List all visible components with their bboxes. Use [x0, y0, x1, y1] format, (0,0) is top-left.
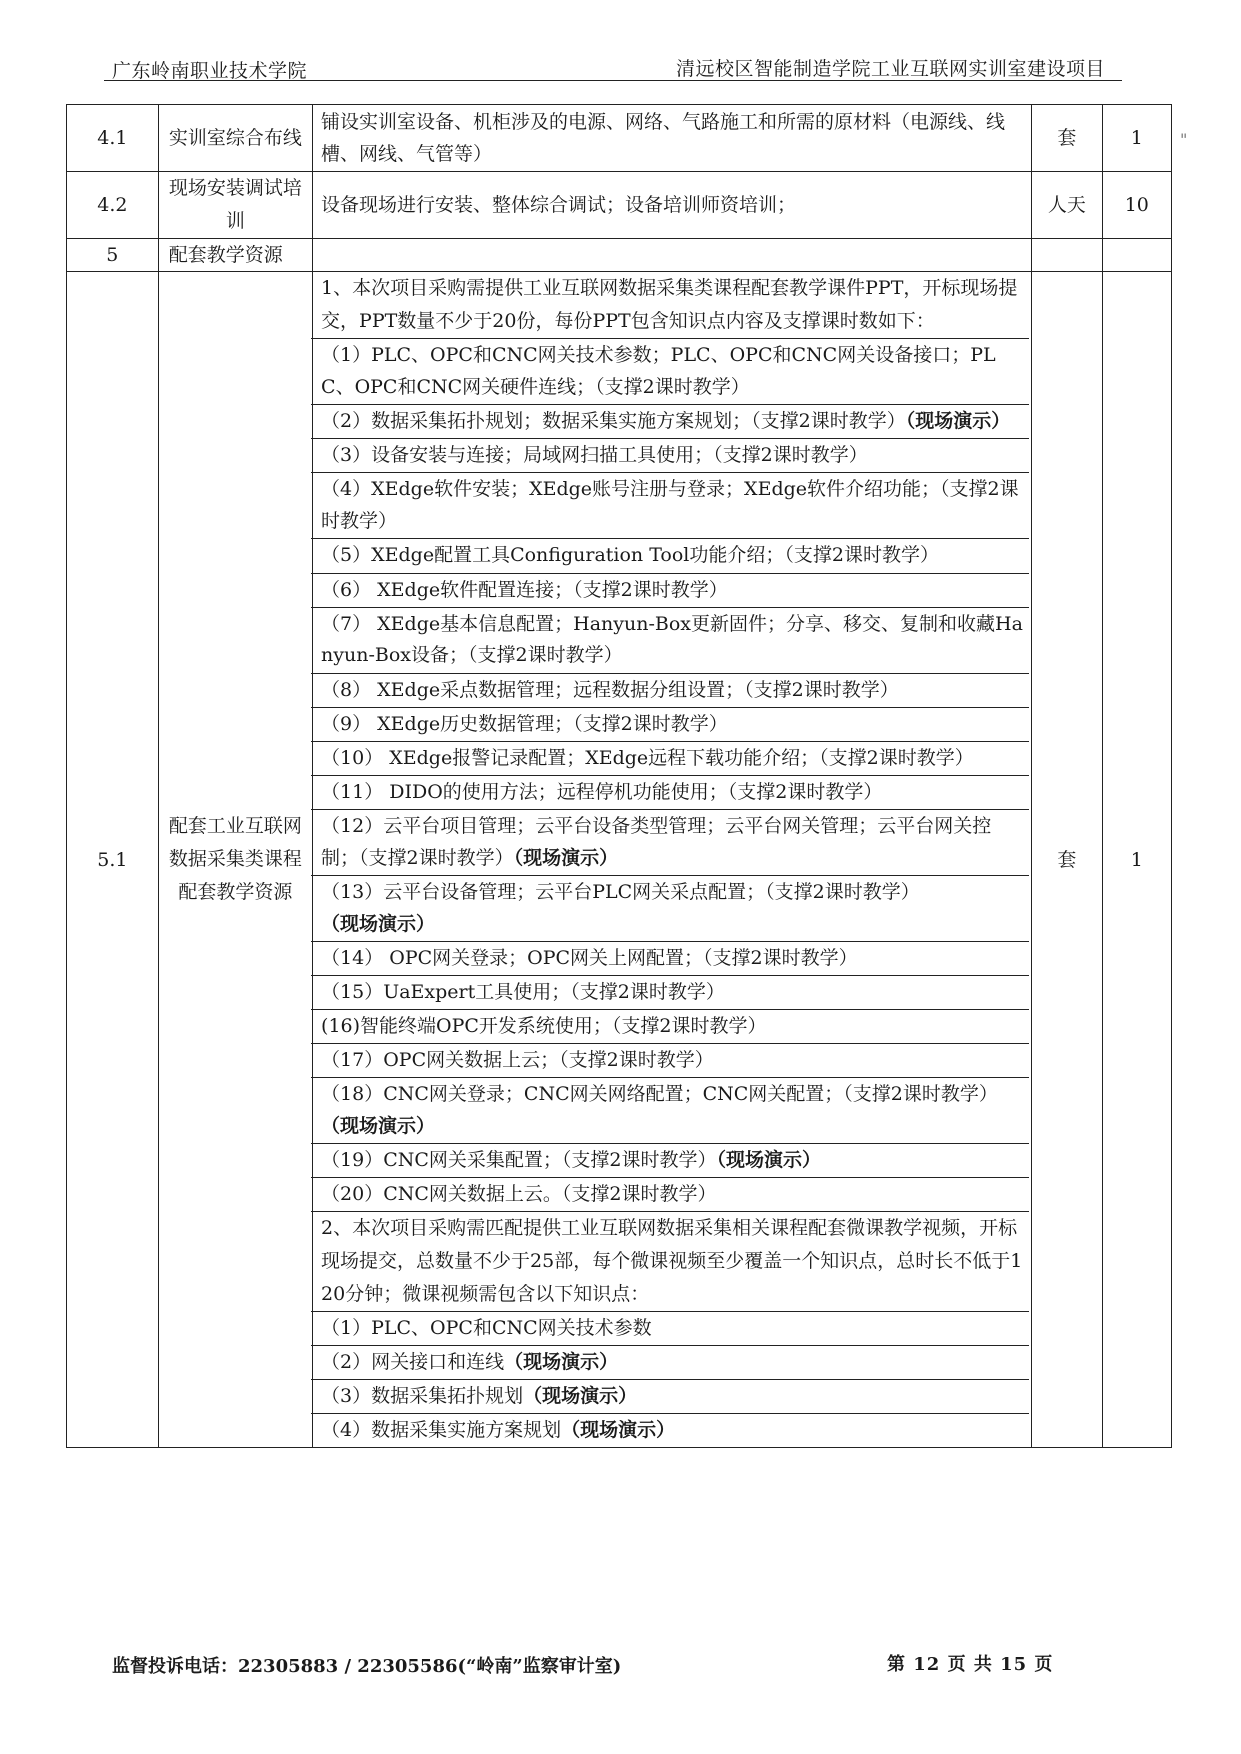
empty-cell: [1032, 239, 1102, 272]
list-item-text: （13）云平台设备管理；云平台PLC网关采点配置；（支撑2课时教学）: [321, 881, 920, 903]
item-quantity: 1: [1102, 105, 1171, 172]
table-row: [67, 105, 1172, 172]
list-item: [311, 674, 1029, 708]
list-item: [311, 1144, 1029, 1178]
list-item: [311, 742, 1029, 777]
item-description: 铺设实训室设备、机柜涉及的电源、网络、气路施工和所需的原材料（电源线、线槽、网线、气管等）: [313, 105, 1032, 172]
list-item: [311, 1044, 1029, 1078]
list-item-text: （14） OPC网关登录；OPC网关上网配置；（支撑2课时教学）: [321, 947, 858, 969]
list-item: [311, 942, 1029, 976]
section-number: 5: [67, 239, 159, 272]
list-item-text: （15）UaExpert工具使用；（支撑2课时教学）: [321, 981, 725, 1003]
list-item: [311, 608, 1029, 674]
header-project: 清远校区智能制造学院工业互联网实训室建设项目: [676, 58, 1106, 80]
scan-mark: ": [1180, 130, 1188, 149]
item-name: 现场安装调试培训: [158, 172, 312, 239]
demo-tag: （现场演示）: [716, 1149, 822, 1171]
list-item-text: （4）XEdge软件安装；XEdge账号注册与登录；XEdge软件介绍功能；（支撑2课时教学）: [321, 478, 1019, 532]
item-unit: 套: [1032, 272, 1102, 1448]
section-name: 配套教学资源: [158, 239, 312, 272]
item-unit: 人天: [1032, 172, 1102, 239]
list-item: [311, 1380, 1029, 1414]
header-rule: [104, 80, 1122, 81]
list-item: [311, 1346, 1029, 1380]
list-item-text: （2）网关接口和连线: [321, 1351, 505, 1373]
list-item: [311, 810, 1029, 876]
description-list: [311, 272, 1029, 1447]
demo-tag: （现场演示）: [321, 1114, 436, 1137]
list-item-text: （1）PLC、OPC和CNC网关技术参数；PLC、OPC和CNC网关设备接口；PLC、OPC和CNC网关硬件连线；（支撑2课时教学）: [321, 344, 996, 398]
list-item: [311, 439, 1029, 473]
table-row: [67, 239, 1172, 272]
list-item-text: （11） DIDO的使用方法；远程停机功能使用；（支撑2课时教学）: [321, 781, 883, 803]
list-item-text: （8） XEdge采点数据管理；远程数据分组设置；（支撑2课时教学）: [321, 678, 899, 701]
item-description: [313, 272, 1032, 1448]
list-item: [311, 539, 1029, 574]
spec-table: [66, 104, 1172, 1448]
description-intro: 1、本次项目采购需提供工业互联网数据采集类课程配套教学课件PPT，开标现场提交，PPT数量不少于20份，每份PPT包含知识点内容及支撑课时数如下：: [311, 272, 1029, 339]
item-name: 实训室综合布线: [158, 105, 312, 172]
demo-tag: （现场演示）: [523, 1385, 638, 1407]
list-item: [311, 976, 1029, 1010]
item-name: 配套工业互联网数据采集类课程配套教学资源: [158, 272, 312, 1448]
list-item-text: （17）OPC网关数据上云；（支撑2课时教学）: [321, 1049, 714, 1071]
list-item-text: （3）设备安装与连接；局域网扫描工具使用；（支撑2课时教学）: [321, 444, 868, 466]
empty-cell: [1102, 239, 1171, 272]
item-unit: 套: [1032, 105, 1102, 172]
item-quantity: 1: [1102, 272, 1171, 1448]
list-item: [311, 1078, 1029, 1144]
item-number: 4.2: [67, 172, 159, 239]
list-item-text: （20）CNC网关数据上云。（支撑2课时教学）: [321, 1183, 717, 1205]
demo-tag: （现场演示）: [321, 912, 436, 935]
list-item-text: （2）数据采集拓扑规划；数据采集实施方案规划；（支撑2课时教学）: [321, 410, 906, 432]
item-quantity: 10: [1102, 172, 1171, 239]
list-item-text: （12）云平台项目管理；云平台设备类型管理；云平台网关管理；云平台网关控制；（支撑2课时教学）: [321, 815, 992, 869]
list-item: [311, 473, 1029, 539]
demo-tag: （现场演示）: [504, 1351, 619, 1373]
list-item-text: （18）CNC网关登录；CNC网关网络配置；CNC网关配置；（支撑2课时教学）: [321, 1083, 998, 1105]
list-item: [311, 339, 1029, 405]
list-item-text: （4）数据采集实施方案规划: [321, 1419, 562, 1441]
demo-tag: （现场演示）: [561, 1419, 676, 1441]
list-item-text: （6） XEdge软件配置连接；（支撑2课时教学）: [321, 578, 728, 601]
empty-cell: [313, 239, 1032, 272]
list-item-text: （10） XEdge报警记录配置；XEdge远程下载功能介绍；（支撑2课时教学）: [321, 746, 974, 769]
table-row: [67, 172, 1172, 239]
list-item-text: （3）数据采集拓扑规划: [321, 1385, 524, 1407]
list-item: [311, 574, 1029, 608]
list-item-text: (16)智能终端OPC开发系统使用；（支撑2课时教学）: [321, 1015, 767, 1037]
item-number: 4.1: [67, 105, 159, 172]
list-item: [311, 1312, 1029, 1346]
list-item: [311, 776, 1029, 810]
list-item-text: （1）PLC、OPC和CNC网关技术参数: [321, 1317, 652, 1339]
footer-contact: 监督投诉电话：22305883 / 22305586(“岭南”监察审计室): [112, 1656, 622, 1677]
table-row: [67, 272, 1172, 1448]
list-item: [311, 1010, 1029, 1044]
list-item: [311, 1414, 1029, 1447]
item-number: 5.1: [67, 272, 159, 1448]
item-description: 设备现场进行安装、整体综合调试；设备培训师资培训；: [313, 172, 1032, 239]
list-item-text: （19）CNC网关采集配置；（支撑2课时教学）: [321, 1149, 717, 1171]
list-item-text: （9） XEdge历史数据管理；（支撑2课时教学）: [321, 712, 728, 735]
footer-page-number: 第 12 页 共 15 页: [887, 1654, 1054, 1675]
list-item: [311, 876, 1029, 942]
list-item: [311, 1178, 1029, 1212]
header-school: 广东岭南职业技术学院: [112, 60, 308, 82]
list-item: [311, 405, 1029, 439]
demo-tag: （现场演示）: [513, 846, 619, 869]
list-item-text: （5）XEdge配置工具Configuration Tool功能介绍；（支撑2课时教学）: [321, 544, 939, 566]
description-intro: 2、本次项目采购需匹配提供工业互联网数据采集相关课程配套微课教学视频，开标现场提交，总数量不少于25部，每个微课视频至少覆盖一个知识点，总时长不低于120分钟；微课视频需包含以下知识点：: [311, 1212, 1029, 1312]
list-item-text: （7） XEdge基本信息配置；Hanyun-Box更新固件；分享、移交、复制和收藏Hanyun-Box设备；（支撑2课时教学）: [321, 612, 1023, 666]
demo-tag: （现场演示）: [905, 410, 1011, 432]
list-item: [311, 708, 1029, 742]
